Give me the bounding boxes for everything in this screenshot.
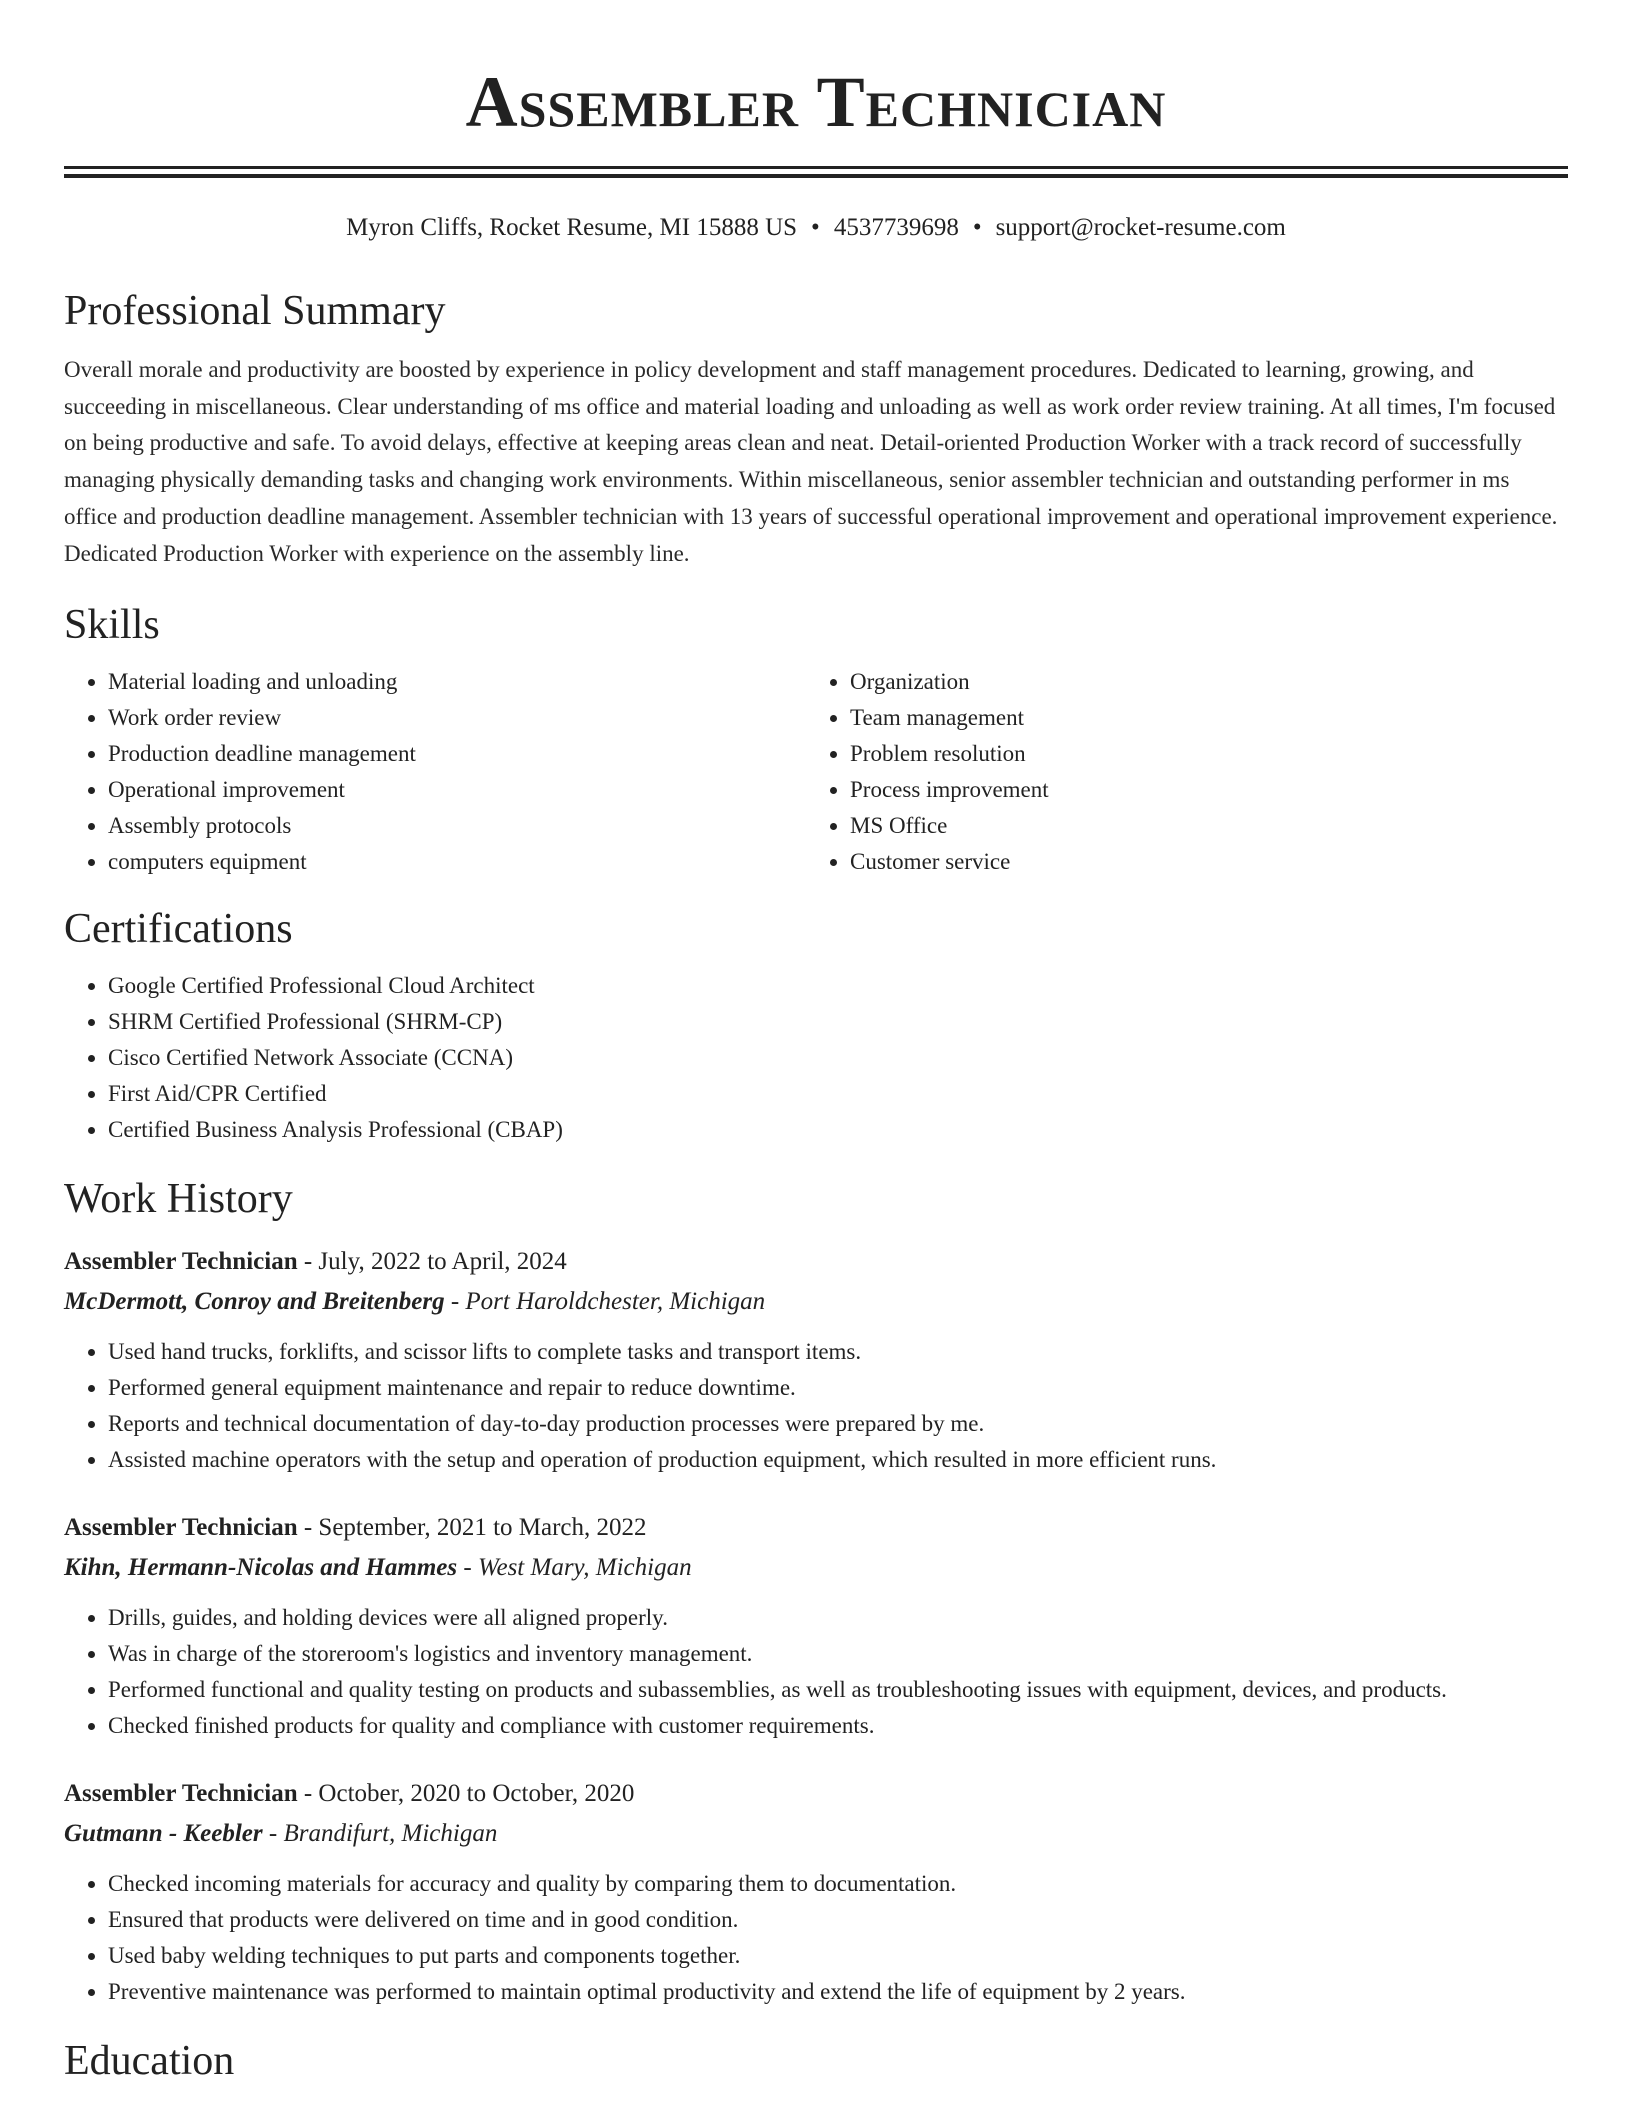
job-entry — [64, 1774, 1568, 2010]
job-title: Assembler Technician — [64, 1514, 298, 1542]
skills-list-left — [64, 664, 806, 880]
job-title-line — [64, 1774, 1568, 1814]
list-item: • Drills, guides, and holding devices were all aligned properly. — [108, 1600, 1568, 1636]
job-company-line — [64, 1814, 1568, 1854]
contact-separator: • — [972, 214, 982, 241]
list-item: • Performed general equipment maintenance and repair to reduce downtime. — [108, 1370, 1568, 1406]
list-item: • Process improvement — [850, 772, 1548, 808]
list-item: • Reports and technical documentation of day-to-day production processes were prepared by me. — [108, 1406, 1568, 1442]
list-item: • Material loading and unloading — [108, 664, 806, 700]
list-item: • Work order review — [108, 700, 806, 736]
list-item: • Google Certified Professional Cloud Architect — [108, 968, 1568, 1004]
list-item: • Used baby welding techniques to put parts and components together. — [108, 1938, 1568, 1974]
list-item: • Assisted machine operators with the setup and operation of production equipment, which resulted in more efficient runs. — [108, 1442, 1568, 1478]
job-dates: - July, 2022 to April, 2024 — [297, 1248, 567, 1276]
job-dates: - September, 2021 to March, 2022 — [297, 1514, 647, 1542]
section-heading-education: Education — [64, 2038, 235, 2085]
job-title-line — [64, 1242, 1568, 1282]
job-company-line — [64, 1282, 1568, 1322]
contact-email: support@rocket-resume.com — [995, 214, 1286, 241]
list-item: • Certified Business Analysis Professional (CBAP) — [108, 1112, 1568, 1148]
list-item: • Organization — [850, 664, 1548, 700]
list-item: • Performed functional and quality testing on products and subassemblies, as well as troubleshooting issues with equipment, devices, and products. — [108, 1672, 1568, 1708]
list-item: • Assembly protocols — [108, 808, 806, 844]
list-item: • Used hand trucks, forklifts, and scissor lifts to complete tasks and transport items. — [108, 1334, 1568, 1370]
list-item: • MS Office — [850, 808, 1548, 844]
job-bullets — [64, 1334, 1568, 1478]
job-title: Assembler Technician — [64, 1780, 298, 1808]
job-location: - West Mary, Michigan — [457, 1554, 692, 1582]
section-heading-certifications: Certifications — [64, 906, 293, 953]
section-heading-skills: Skills — [64, 602, 160, 649]
list-item: • Preventive maintenance was performed to maintain optimal productivity and extend the life of equipment by 2 years. — [108, 1974, 1568, 2010]
skills-columns — [64, 664, 1568, 880]
job-title: Assembler Technician — [64, 1248, 298, 1276]
job-company: Gutmann - Keebler — [64, 1820, 263, 1848]
summary-text: Overall morale and productivity are boosted by experience in policy development and staff management procedures. Dedicated to learning, growing, and succeeding in miscellaneous. Clear understanding of ms office and material loading and unloading as well as work order review training. At all times, I'm focused on being productive and safe. To avoid delays, effective at keeping areas clean and neat. Detail-oriented Production Worker with a track record of successfully managing physically demanding tasks and changing work environments. Within miscellaneous, senior assembler technician and outstanding performer in ms office and production deadline management. Assembler technician with 13 years of successful operational improvement and operational improvement experience. Dedicated Production Worker with experience on the assembly line. — [64, 357, 1558, 566]
section-heading-work-history: Work History — [64, 1176, 293, 1223]
list-item: • Customer service — [850, 844, 1548, 880]
list-item: • Ensured that products were delivered on time and in good condition. — [108, 1902, 1568, 1938]
job-entry — [64, 1508, 1568, 1744]
skills-list-right — [806, 664, 1548, 880]
job-dates: - October, 2020 to October, 2020 — [297, 1780, 635, 1808]
list-item: • SHRM Certified Professional (SHRM-CP) — [108, 1004, 1568, 1040]
list-item: • Operational improvement — [108, 772, 806, 808]
job-location: - Brandifurt, Michigan — [262, 1820, 498, 1848]
title-rule-bottom — [64, 174, 1568, 178]
job-bullets — [64, 1866, 1568, 2010]
list-item: • First Aid/CPR Certified — [108, 1076, 1568, 1112]
list-item: • Problem resolution — [850, 736, 1548, 772]
contact-line — [64, 212, 1568, 244]
title-rule-top — [64, 166, 1568, 169]
list-item: • Production deadline management — [108, 736, 806, 772]
job-company: McDermott, Conroy and Breitenberg — [64, 1288, 445, 1316]
list-item: • Checked finished products for quality and compliance with customer requirements. — [108, 1708, 1568, 1744]
job-company-line — [64, 1548, 1568, 1588]
list-item: • Was in charge of the storeroom's logistics and inventory management. — [108, 1636, 1568, 1672]
contact-separator: • — [811, 214, 820, 241]
contact-phone: 4537739698 — [833, 214, 959, 241]
list-item: • Checked incoming materials for accuracy and quality by comparing them to documentation. — [108, 1866, 1568, 1902]
job-location: - Port Haroldchester, Michigan — [444, 1288, 766, 1316]
certifications-list — [64, 968, 1568, 1148]
job-title-line — [64, 1508, 1568, 1548]
resume-title: Assembler Technician — [465, 62, 1167, 142]
list-item: • computers equipment — [108, 844, 806, 880]
list-item: • Team management — [850, 700, 1548, 736]
job-bullets — [64, 1600, 1568, 1744]
section-heading-summary: Professional Summary — [64, 288, 446, 334]
job-entry — [64, 1242, 1568, 1478]
job-company: Kihn, Hermann-Nicolas and Hammes — [64, 1554, 458, 1582]
list-item: • Cisco Certified Network Associate (CCNA) — [108, 1040, 1568, 1076]
contact-address: Myron Cliffs, Rocket Resume, MI 15888 US — [346, 214, 798, 241]
